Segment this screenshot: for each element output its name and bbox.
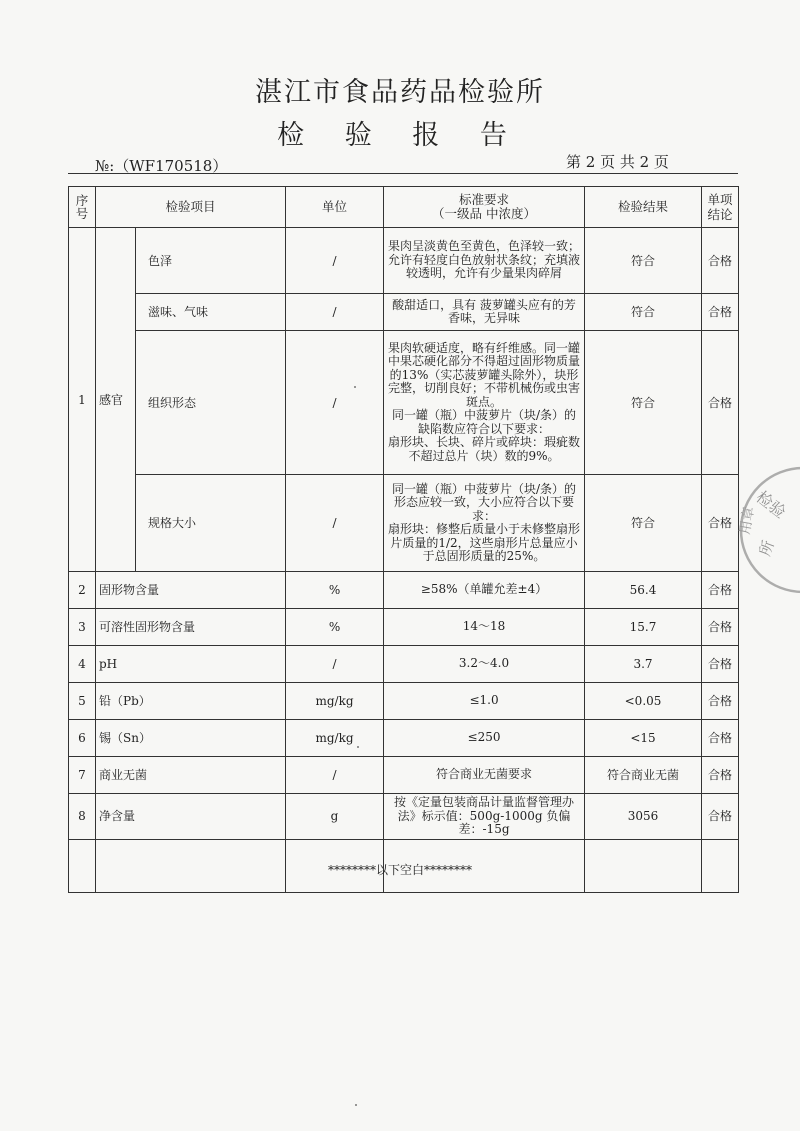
- unit-cell: /: [286, 646, 384, 683]
- item-cell: 滋味、气味: [136, 294, 286, 331]
- conclusion-cell: 合格: [702, 331, 739, 475]
- table-row: [69, 294, 739, 331]
- conclusion-cell: 合格: [702, 228, 739, 294]
- seq-cell: 5: [69, 683, 96, 720]
- seq-cell: 3: [69, 609, 96, 646]
- table-row: [69, 794, 739, 840]
- conclusion-cell: 合格: [702, 646, 739, 683]
- item-cell: 色泽: [136, 228, 286, 294]
- seq-cell: 7: [69, 757, 96, 794]
- result-cell: 56.4: [585, 572, 702, 609]
- table-row: [69, 572, 739, 609]
- standard-cell: ≤1.0: [384, 683, 585, 720]
- result-cell: 符合商业无菌: [585, 757, 702, 794]
- table-row: [69, 757, 739, 794]
- result-cell: 3.7: [585, 646, 702, 683]
- table-row: [69, 646, 739, 683]
- col-result-header: 检验结果: [585, 187, 702, 228]
- unit-cell: /: [286, 294, 384, 331]
- standard-cell: 符合商业无菌要求: [384, 757, 585, 794]
- col-item-header: 检验项目: [96, 187, 286, 228]
- unit-cell: %: [286, 609, 384, 646]
- item-cell: pH: [96, 646, 286, 683]
- svg-text:检验: 检验: [752, 487, 790, 522]
- result-cell: <0.05: [585, 683, 702, 720]
- table-row: [69, 720, 739, 757]
- table-row: [69, 228, 739, 294]
- unit-cell: %: [286, 572, 384, 609]
- col-conclusion-header: 单项 结论: [702, 187, 739, 228]
- unit-cell: mg/kg: [286, 720, 384, 757]
- standard-cell: 果肉软硬适度，略有纤维感。同一罐中果芯硬化部分不得超过固形物质量的13%（实芯菠萝罐头除外），块形完整，切削良好；不带机械伤或虫害斑点。 同一罐（瓶）中菠萝片（块/条）的缺陷数应符合以下要求： 扇形块、长块、碎片或碎块：瑕疵数不超过总片（块）数的9%。: [384, 331, 585, 475]
- conclusion-cell: 合格: [702, 794, 739, 840]
- result-cell: <15: [585, 720, 702, 757]
- item-cell: 净含量: [96, 794, 286, 840]
- table-header-row: [69, 187, 739, 228]
- scan-speck: [357, 746, 359, 748]
- standard-cell: ≥58%（单罐允差±4）: [384, 572, 585, 609]
- item-cell: 可溶性固形物含量: [96, 609, 286, 646]
- result-cell: 符合: [585, 228, 702, 294]
- item-cell: 铅（Pb）: [96, 683, 286, 720]
- seq-cell: 1: [69, 228, 96, 572]
- unit-cell: /: [286, 228, 384, 294]
- standard-cell: 同一罐（瓶）中菠萝片（块/条）的形态应较一致，大小应符合以下要求： 扇形块：修整后质量小于未修整扇形片质量的1/2，这些扇形片总量应小于总固形质量的25%。: [384, 475, 585, 572]
- col-seq-header: 序号: [69, 187, 96, 228]
- seq-cell: 6: [69, 720, 96, 757]
- result-cell: 3056: [585, 794, 702, 840]
- report-number: №:（WF170518）: [95, 157, 228, 175]
- conclusion-cell: 合格: [702, 757, 739, 794]
- item-cell: 固形物含量: [96, 572, 286, 609]
- unit-cell: mg/kg: [286, 683, 384, 720]
- page-info: 第 2 页 共 2 页: [566, 153, 669, 171]
- unit-cell: /: [286, 331, 384, 475]
- institute-title: 湛江市食品药品检验所: [255, 77, 545, 108]
- col-standard-header: 标准要求 （一级品 中浓度）: [384, 187, 585, 228]
- conclusion-cell: 合格: [702, 475, 739, 572]
- group-name-cell: 感官: [96, 228, 136, 572]
- result-cell: 符合: [585, 331, 702, 475]
- official-seal-stamp: [735, 455, 800, 605]
- conclusion-cell: 合格: [702, 683, 739, 720]
- scan-speck: [355, 1104, 357, 1106]
- seq-cell: 2: [69, 572, 96, 609]
- table-row: [69, 331, 739, 475]
- standard-cell: ≤250: [384, 720, 585, 757]
- standard-cell: 酸甜适口，具有 菠萝罐头应有的芳香味，无异味: [384, 294, 585, 331]
- end-marker: ********以下空白********: [327, 863, 472, 877]
- seq-cell: 4: [69, 646, 96, 683]
- table-row: [69, 683, 739, 720]
- unit-cell: g: [286, 794, 384, 840]
- report-title: 检 验 报 告: [277, 120, 523, 151]
- standard-cell: 按《定量包装商品计量监督管理办法》标示值：500g-1000g 负偏差：-15g: [384, 794, 585, 840]
- conclusion-cell: 合格: [702, 720, 739, 757]
- scan-speck: [354, 386, 356, 388]
- item-cell: 规格大小: [136, 475, 286, 572]
- unit-cell: /: [286, 475, 384, 572]
- item-cell: 商业无菌: [96, 757, 286, 794]
- standard-cell: 果肉呈淡黄色至黄色，色泽较一致；允许有轻度白色放射状条纹；充填液较透明，允许有少量果肉碎屑: [384, 228, 585, 294]
- result-cell: 符合: [585, 294, 702, 331]
- col-unit-header: 单位: [286, 187, 384, 228]
- result-cell: 符合: [585, 475, 702, 572]
- inspection-table: [68, 186, 739, 893]
- conclusion-cell: 合格: [702, 572, 739, 609]
- result-cell: 15.7: [585, 609, 702, 646]
- svg-text:所: 所: [755, 538, 778, 559]
- table-row: [69, 609, 739, 646]
- standard-cell: 14～18: [384, 609, 585, 646]
- standard-cell: 3.2～4.0: [384, 646, 585, 683]
- table-row: [69, 475, 739, 572]
- conclusion-cell: 合格: [702, 609, 739, 646]
- header-rule: [68, 173, 738, 174]
- conclusion-cell: 合格: [702, 294, 739, 331]
- item-cell: 组织形态: [136, 331, 286, 475]
- seq-cell: 8: [69, 794, 96, 840]
- unit-cell: /: [286, 757, 384, 794]
- svg-text:用章: 用章: [737, 505, 758, 536]
- item-cell: 锡（Sn）: [96, 720, 286, 757]
